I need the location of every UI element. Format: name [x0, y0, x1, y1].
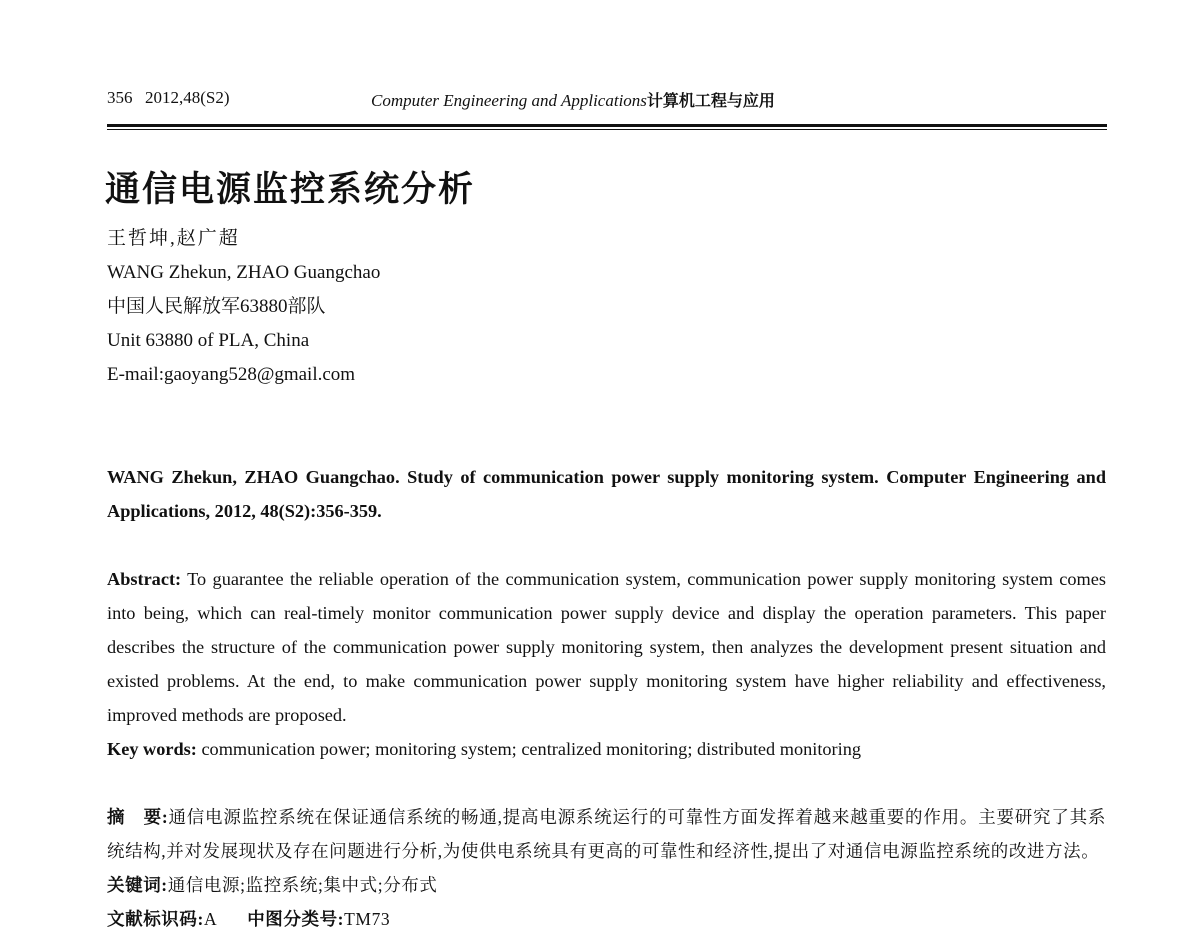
abstract-text: To guarantee the reliable operation of the communication system, communication power supply monitoring system comes into being, which can real-timely monitor communication power supply device and display the operation parameters. This paper describes the structure of the communication power supply monitoring system, then analyzes the development present situation and existed problems. At the end, to make communication power supply monitoring system have higher reliability and effectiveness, improved methods are proposed. [107, 569, 1106, 725]
issue: 2012,48(S2) [145, 88, 230, 107]
page-number: 356 [107, 88, 133, 107]
abstract-cn-label: 摘 要: [107, 807, 169, 827]
abstract-cn-text: 通信电源监控系统在保证通信系统的畅通,提高电源系统运行的可靠性方面发挥着越来越重要的作用。主要研究了其系统结构,并对发展现状及存在问题进行分析,为使供电系统具有更高的可靠性和经济性,提出了对通信电源监控系统的改进方法。 [107, 807, 1106, 861]
abstract-en [107, 562, 1106, 766]
authors-cn: 王哲坤,赵广超 [107, 228, 240, 249]
affiliation-en: Unit 63880 of PLA, China [107, 330, 310, 351]
doc-code-label: 文献标识码: [107, 909, 204, 929]
citation: WANG Zhekun, ZHAO Guangchao. Study of communication power supply monitoring system. Computer Engineering and Applications, 2012, 48(S2):356-359. [107, 467, 1106, 521]
keywords-cn-label: 关键词: [107, 875, 168, 895]
email: E-mail:gaoyang528@gmail.com [107, 364, 356, 385]
class-no-value: TM73 [344, 909, 391, 929]
abstract-label: Abstract: [107, 569, 182, 589]
header-rule [107, 124, 1107, 127]
keywords-label: Key words: [107, 739, 197, 759]
keywords-cn-text: 通信电源;监控系统;集中式;分布式 [167, 875, 438, 895]
author-info [107, 222, 380, 392]
keywords-text: communication power; monitoring system; centralized monitoring; distributed monitoring [196, 739, 861, 759]
doc-code-value: A [203, 909, 218, 929]
abstract-cn [107, 800, 1106, 936]
authors-en: WANG Zhekun, ZHAO Guangchao [107, 262, 381, 283]
affiliation-cn: 中国人民解放军63880部队 [107, 296, 326, 317]
journal-name-cn: 计算机工程与应用 [646, 91, 775, 110]
header-rule-thin [107, 129, 1107, 130]
journal-name-en: Computer Engineering and Applications [371, 91, 647, 110]
class-no-label: 中图分类号: [247, 909, 345, 929]
paper-title: 通信电源监控系统分析 [105, 170, 476, 210]
